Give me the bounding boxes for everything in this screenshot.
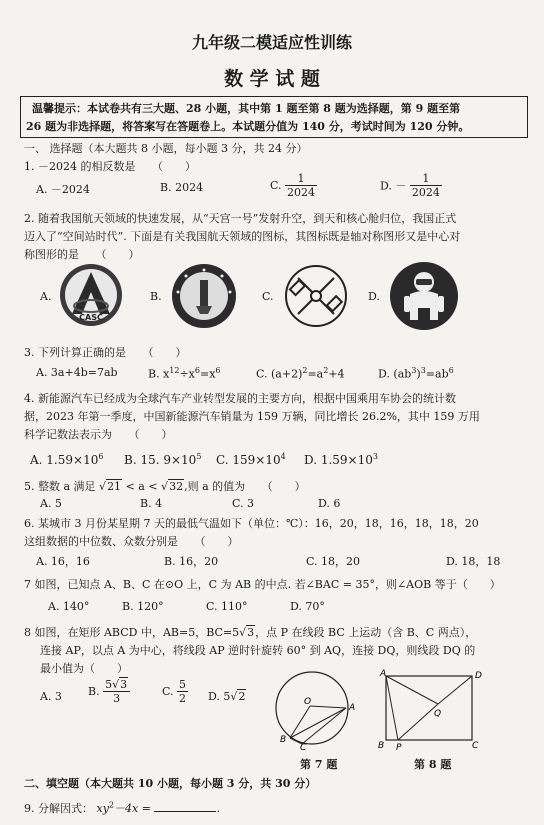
- section-heading-choice: 一、 选择题（本大题共 8 小题，每小题 3 分，共 24 分）: [24, 142, 308, 155]
- q5-stem: 5. 整数 a 满足 √21 < a < √32,则 a 的值为 （ ）: [24, 480, 306, 493]
- astronaut-emblem-icon: [388, 260, 460, 332]
- q3-option-c: C. $(a+2)^2=a^2+4$: [256, 366, 345, 381]
- exam-subtitle: 数 学 试 题: [224, 68, 320, 90]
- q4-option-a: A. $1.59\times 10^6$: [30, 452, 104, 467]
- q3-stem: 3. 下列计算正确的是 （ ）: [24, 346, 187, 359]
- q9-answer-blank[interactable]: [154, 811, 216, 812]
- fig7-label-b: B: [280, 735, 287, 745]
- q7-option-d: D. 70°: [290, 600, 325, 613]
- fig8-label-q: Q: [434, 709, 442, 719]
- satellite-symbol-icon: [282, 262, 350, 330]
- q1-c-denominator: 2024: [287, 186, 316, 199]
- q1-c-numerator: 1: [285, 172, 317, 186]
- figure-8-caption: 第 8 题: [414, 758, 452, 771]
- q7-option-c: C. 110°: [206, 600, 248, 613]
- fig8-label-a: A: [380, 669, 387, 679]
- q1-option-c: C. $\frac{1}{2024}$: [270, 172, 316, 199]
- notice-line-2: 26 题为非选择题，将答案写在答题卷上。本试题分值为 140 分，考试时间为 120 分钟。: [26, 120, 470, 133]
- exam-title: 九年级二模适应性训练: [191, 33, 352, 52]
- q1-option-b: B. 2024: [160, 181, 204, 194]
- q4-option-c: C. $159\times 10^4$: [216, 452, 286, 467]
- fig7-label-a: A: [349, 703, 356, 713]
- q1-stem: 1. －2024 的相反数是 （ ）: [24, 160, 196, 173]
- fig8-label-d: D: [475, 671, 482, 681]
- q1-option-a: A. －2024: [36, 183, 90, 196]
- q1-d-denominator: 2024: [411, 186, 440, 199]
- notice-line-1: 温馨提示：本试卷共有三大题、28 小题，其中第 1 题至第 8 题为选择题，第 9 题至第: [32, 102, 461, 115]
- q2-line-2: 迈入了“空间站时代”. 下面是有关我国航天领域的图标，其图标既是轴对称图形又是中心对: [24, 230, 461, 243]
- q6-option-c: C. 18，20: [306, 555, 361, 568]
- fig8-label-p: P: [396, 743, 402, 752]
- q6-line-2: 这组数据的中位数、众数分别是 （ ）: [24, 535, 239, 548]
- q9-stem: 9. 分解因式： $xy^2-4x$ = .: [24, 800, 220, 815]
- q6-option-a: A. 16，16: [36, 555, 90, 568]
- fig8-label-c: C: [472, 741, 479, 751]
- q5-option-c: C. 3: [232, 497, 255, 510]
- q8-option-c: C. $\frac{5}{2}$: [162, 678, 187, 705]
- q4-line-3: 科学记数法表示为 （ ）: [24, 428, 173, 441]
- q8-option-d: D. 5√2: [208, 690, 246, 703]
- q8-line-2: 连接 AP，以点 A 为中心，将线段 AP 逆时针旋转 60° 到 AQ，连接 DQ，则线段 DQ 的: [40, 644, 476, 657]
- q2-line-3: 称图形的是 （ ）: [24, 248, 140, 261]
- q7-option-a: A. 140°: [48, 600, 90, 613]
- q6-option-d: D. 18，18: [446, 555, 501, 568]
- q7-option-b: B. 120°: [122, 600, 164, 613]
- q7-stem: 7 如图，已知点 A、B、C 在⊙O 上，C 为 AB 的中点. 若∠BAC = 35°，则∠AOB 等于（ ）: [24, 578, 501, 591]
- q5-option-a: A. 5: [40, 497, 62, 510]
- fig7-label-o: O: [304, 697, 312, 707]
- q5-option-b: B. 4: [140, 497, 163, 510]
- q1-option-d: D. － $\frac{1}{2024}$: [380, 172, 440, 199]
- q8-line-1: 8 如图，在矩形 ABCD 中，AB=5，BC=5√3，点 P 在线段 BC 上运动（含 B、C 两点），: [24, 626, 477, 639]
- fig8-label-b: B: [378, 741, 385, 751]
- casc-text: CASC: [79, 313, 103, 322]
- section-heading-fill-in: 二、填空题（本大题共 10 小题，每小题 3 分，共 30 分）: [24, 777, 317, 790]
- q2-option-b-label: B.: [150, 290, 162, 303]
- q4-line-1: 4. 新能源汽车已经成为全球汽车产业转型发展的主要方向，根据中国乘用车协会的统计数: [24, 392, 456, 405]
- q8-option-b: B. $\frac{5√3}{3}$: [88, 678, 130, 705]
- space-station-emblem-icon: [170, 262, 238, 330]
- q2-line-1: 2. 随着我国航天领域的快速发展，从“天宫一号”发射升空，到天和核心舱归位，我国正式: [24, 212, 457, 225]
- figure-8-rectangle-diagram: [376, 668, 484, 752]
- q5-option-d: D. 6: [318, 497, 341, 510]
- q3-option-a: A. 3a+4b=7ab: [36, 366, 118, 379]
- q8-line-3: 最小值为（ ）: [40, 662, 128, 675]
- q2-option-d-label: D.: [368, 290, 380, 303]
- q4-option-b: B. 15. $9\times 10^5$: [124, 452, 202, 467]
- q3-option-d: D. $(ab^3)^3=ab^6$: [378, 366, 454, 381]
- q4-line-2: 据，2023 年第一季度，中国新能源汽车销量为 159 万辆，同比增长 26.2%，其中 159 万用: [24, 410, 480, 423]
- q4-option-d: D. $1.59\times 10^3$: [304, 452, 378, 467]
- q6-line-1: 6. 某城市 3 月份某星期 7 天的最低气温如下（单位：℃）：16，20，18，16，18，18，20: [24, 517, 479, 530]
- figure-7-caption: 第 7 题: [300, 758, 338, 771]
- q1-d-numerator: 1: [410, 172, 442, 186]
- q2-option-c-label: C.: [262, 290, 274, 303]
- casc-logo-icon: [58, 262, 124, 328]
- fig7-label-c: C: [300, 743, 307, 750]
- q8-option-a: A. 3: [40, 690, 62, 703]
- figure-7-circle-diagram: [262, 668, 362, 750]
- q2-option-a-label: A.: [40, 290, 52, 303]
- q6-option-b: B. 16，20: [164, 555, 219, 568]
- q3-option-b: B. $x^{12}\div x^6=x^6$: [148, 366, 221, 381]
